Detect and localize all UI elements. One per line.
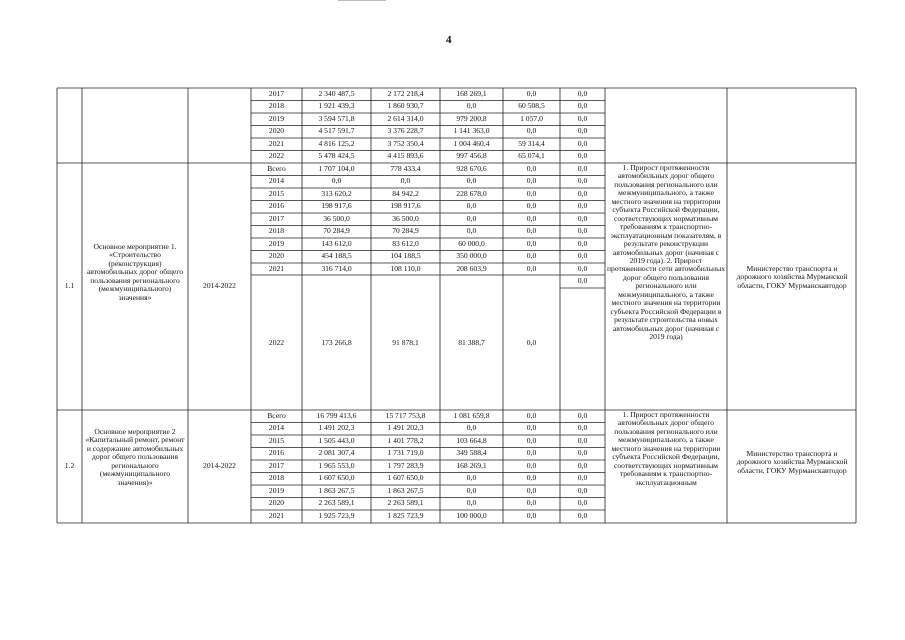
cell-other: 0,0 <box>577 499 588 507</box>
cell-year: 2019 <box>268 114 285 123</box>
cell-regional: 778 433,4 <box>390 164 421 173</box>
cell-municipal: 0,0 <box>466 214 477 223</box>
cell-other: 0,0 <box>577 127 588 135</box>
cell-total: 1 607 650,0 <box>318 474 355 482</box>
cell-year: 2015 <box>268 189 285 198</box>
cell-federal: 0,0 <box>526 189 537 198</box>
cell-regional: 1 860 930,7 <box>387 102 424 110</box>
cell-other: 0,0 <box>577 114 588 123</box>
cell-total: 4 517 591,7 <box>318 127 355 135</box>
cell-federal: 0,0 <box>526 214 537 223</box>
cell-municipal: 0,0 <box>466 177 477 185</box>
measure-name: Основное мероприятие 1. «Строительство (реконструкция) автомобильных дорог общего пользования регионального (межмуниципального) значения» <box>86 242 184 302</box>
cell-municipal: 228 678,0 <box>456 189 487 198</box>
cell-total: 1 707 104,0 <box>318 164 355 173</box>
cell-federal: 0,0 <box>526 264 537 273</box>
cell-municipal: 0,0 <box>466 424 477 432</box>
cell-total: 2 340 487,5 <box>318 89 355 98</box>
cell-total: 1 925 723,9 <box>318 511 355 520</box>
cell-federal: 65 074,1 <box>518 152 545 160</box>
measure-indicators: 1. Прирост протяженности автомобильных дорог общего пользования регионального или межмуниципального, а также местного значения на территории субъекта Российской Федерации, соответствующих нормативным требованиям к транспортно-эксплуатационным <box>611 410 721 487</box>
cell-other: 0,0 <box>577 89 588 98</box>
cell-year: 2021 <box>268 264 285 273</box>
cell-total: 1 921 439,3 <box>318 102 355 110</box>
cell-regional: 3 752 350,4 <box>387 139 424 148</box>
cell-regional: 1 607 650,0 <box>387 474 424 482</box>
cell-other: 0,0 <box>577 436 588 445</box>
cell-year: 2018 <box>268 102 285 110</box>
measure-executor: Министерство транспорта и дорожного хозяйства Мурманской области, ГОКУ Мурманскавтодор <box>736 264 848 290</box>
cell-regional: 15 717 753,8 <box>385 411 426 420</box>
measure-period: 2014-2022 <box>203 461 236 470</box>
cell-year: Всего <box>267 411 286 420</box>
cell-municipal: 1 141 363,0 <box>453 127 490 135</box>
cell-federal: 0,0 <box>526 499 537 507</box>
cell-other: 0,0 <box>577 164 588 173</box>
cell-regional: 108 110,0 <box>390 264 421 273</box>
cell-total: 70 284,9 <box>323 227 350 235</box>
cell-total: 454 188,5 <box>321 252 352 260</box>
cell-total: 1 505 443,0 <box>318 436 355 445</box>
cell-regional: 104 188,5 <box>390 252 421 260</box>
cell-year: 2018 <box>268 474 285 482</box>
measure-number: 1.2 <box>64 461 75 470</box>
cell-federal: 0,0 <box>526 239 537 248</box>
measure-number: 1.1 <box>64 281 75 290</box>
cell-year: 2022 <box>268 339 285 347</box>
cell-total: 1 491 202,3 <box>318 424 355 432</box>
cell-year: 2014 <box>268 177 285 185</box>
cell-regional: 84 942,2 <box>392 189 419 198</box>
cell-municipal: 168 269,1 <box>456 461 487 470</box>
cell-municipal: 60 000,0 <box>458 239 485 248</box>
cell-other: 0,0 <box>577 411 588 420</box>
cell-year: 2021 <box>268 139 285 148</box>
cell-federal: 0,0 <box>526 202 537 210</box>
cell-municipal: 0,0 <box>466 227 477 235</box>
cell-municipal: 100 000,0 <box>456 511 487 520</box>
cell-federal: 0,0 <box>526 486 537 495</box>
measure-name: Основное мероприятие 2 «Капитальный ремонт, ремонт и содержание автомобильных дорог общего пользования регионального (межмуниципального значения)» <box>85 427 185 487</box>
cell-total: 313 620,2 <box>321 189 352 198</box>
cell-municipal: 928 670,6 <box>456 164 487 173</box>
cell-municipal: 208 603,9 <box>456 264 487 273</box>
cell-federal: 0,0 <box>526 436 537 445</box>
cell-total: 1 863 267,5 <box>318 486 355 495</box>
measure-period: 2014-2022 <box>203 281 236 290</box>
cell-year: 2016 <box>268 449 285 457</box>
cell-federal: 1 057,0 <box>520 114 543 123</box>
cell-total: 1 965 553,0 <box>318 461 355 470</box>
cell-regional: 83 612,0 <box>392 239 419 248</box>
cell-regional: 2 614 314,0 <box>387 114 424 123</box>
cell-regional: 3 376 228,7 <box>387 127 424 135</box>
cell-regional: 2 172 218,4 <box>387 89 424 98</box>
cell-municipal: 349 588,4 <box>456 449 487 457</box>
cell-federal: 0,0 <box>526 511 537 520</box>
cell-federal: 0,0 <box>526 424 537 432</box>
cell-other: 0,0 <box>577 264 588 273</box>
cell-year: 2017 <box>268 89 285 98</box>
cell-federal: 0,0 <box>526 252 537 260</box>
cell-year: 2015 <box>268 436 285 445</box>
cell-federal: 0,0 <box>526 411 537 420</box>
cell-federal: 0,0 <box>526 339 537 347</box>
cell-year: 2022 <box>268 152 285 160</box>
cell-regional: 0,0 <box>400 177 411 185</box>
cell-municipal: 168 269,1 <box>456 89 487 98</box>
measure-indicators: 1. Прирост протяженности автомобильных дорог общего пользования регионального или межмуниципального, а также местного значения на территории субъекта Российской Федерации, соответствующих нормативным требованиям к транспортно-эксплуатационным показателям, в результате реконструкции автомобильных дорог (начиная с 2019 года). 2. Прирост протяженности сети автомобильных дорог общего пользования регионального или межмуниципального, а также местного значения на территории субъекта Российской Федерации в результате строительства новых автомобильных дорог (начиная с 2019 года) <box>606 163 726 342</box>
cell-other: 0,0 <box>577 189 588 198</box>
cell-total: 16 799 413,6 <box>316 411 357 420</box>
cell-regional: 91 878,1 <box>392 339 419 347</box>
cell-federal: 0,0 <box>526 449 537 457</box>
cell-other: 0,0 <box>577 486 588 495</box>
cell-year: 2021 <box>268 511 285 520</box>
cell-total: 143 612,0 <box>321 239 352 248</box>
cell-other: 0,0 <box>577 102 588 110</box>
cell-municipal: 979 200,8 <box>456 114 487 123</box>
cell-year: 2020 <box>268 499 285 507</box>
cell-municipal: 1 081 659,8 <box>453 411 490 420</box>
cell-total: 36 500,0 <box>323 214 350 223</box>
cell-year: 2017 <box>268 461 285 470</box>
cell-total: 316 714,0 <box>321 264 352 273</box>
cell-other: 0,0 <box>577 177 588 185</box>
cell-regional: 70 284,9 <box>392 227 419 235</box>
cell-municipal: 350 000,0 <box>456 252 487 260</box>
cell-municipal: 0,0 <box>466 202 477 210</box>
cell-year: 2020 <box>268 252 285 260</box>
cell-total: 2 081 307,4 <box>318 449 355 457</box>
cell-total: 4 816 125,2 <box>318 139 355 148</box>
cell-total: 0,0 <box>331 177 342 185</box>
cell-other: 0,0 <box>577 239 588 248</box>
cell-federal: 0,0 <box>526 164 537 173</box>
cell-total: 198 917,6 <box>321 202 352 210</box>
cell-municipal: 81 388,7 <box>458 339 485 347</box>
page-number: 4 <box>446 34 452 46</box>
cell-municipal: 0,0 <box>466 486 477 495</box>
cell-regional: 36 500,0 <box>392 214 419 223</box>
cell-regional: 1 731 719,0 <box>387 449 424 457</box>
cell-municipal: 997 456,8 <box>456 152 487 160</box>
cell-year: 2014 <box>268 424 285 432</box>
cell-other: 0,0 <box>577 252 588 260</box>
cell-other: 0,0 <box>577 139 588 148</box>
cell-other: 0,0 <box>577 424 588 432</box>
cell-year: 2017 <box>268 214 285 223</box>
cell-other: 0,0 <box>577 202 588 210</box>
cell-federal: 0,0 <box>526 474 537 482</box>
cell-federal: 0,0 <box>526 227 537 235</box>
cell-municipal: 0,0 <box>466 499 477 507</box>
cell-regional: 198 917,6 <box>390 202 421 210</box>
cell-other: 0,0 <box>577 449 588 457</box>
cell-municipal: 0,0 <box>466 474 477 482</box>
cell-other: 0,0 <box>577 227 588 235</box>
cell-regional: 1 797 283,9 <box>387 461 424 470</box>
cell-total: 5 478 424,5 <box>318 152 355 160</box>
cell-other: 0,0 <box>577 474 588 482</box>
cell-regional: 4 415 893,6 <box>387 152 424 160</box>
cell-federal: 0,0 <box>526 127 537 135</box>
cell-municipal: 1 004 460,4 <box>453 139 490 148</box>
cell-other: 0,0 <box>577 461 588 470</box>
cell-other: 0,0 <box>577 511 588 520</box>
cell-municipal: 0,0 <box>466 102 477 110</box>
cell-federal: 60 508,5 <box>518 102 545 110</box>
cell-year: 2020 <box>268 127 285 135</box>
cell-other-extra: 0,0 <box>577 277 588 285</box>
cell-federal: 0,0 <box>526 89 537 98</box>
cell-other: 0,0 <box>577 152 588 160</box>
cell-year: 2019 <box>268 486 285 495</box>
cell-regional: 2 263 589,1 <box>387 499 424 507</box>
cell-regional: 1 825 723,9 <box>387 511 424 520</box>
cell-total: 173 266,8 <box>321 339 352 347</box>
cell-year: 2016 <box>268 202 285 210</box>
cell-regional: 1 401 778,2 <box>387 436 424 445</box>
cell-municipal: 103 664,8 <box>456 436 487 445</box>
cell-federal: 0,0 <box>526 461 537 470</box>
cell-total: 2 263 589,1 <box>318 499 355 507</box>
cell-year: Всего <box>267 164 286 173</box>
cell-year: 2018 <box>268 227 285 235</box>
cell-regional: 1 491 202,3 <box>387 424 424 432</box>
cell-federal: 0,0 <box>526 177 537 185</box>
cell-year: 2019 <box>268 239 285 248</box>
cell-regional: 1 863 267,5 <box>387 486 424 495</box>
cell-other: 0,0 <box>577 214 588 223</box>
measure-executor: Министерство транспорта и дорожного хозяйства Мурманской области, ГОКУ Мурманскавтодор <box>736 449 848 475</box>
cell-federal: 59 314,4 <box>518 139 545 148</box>
cell-total: 3 594 571,8 <box>318 114 355 123</box>
